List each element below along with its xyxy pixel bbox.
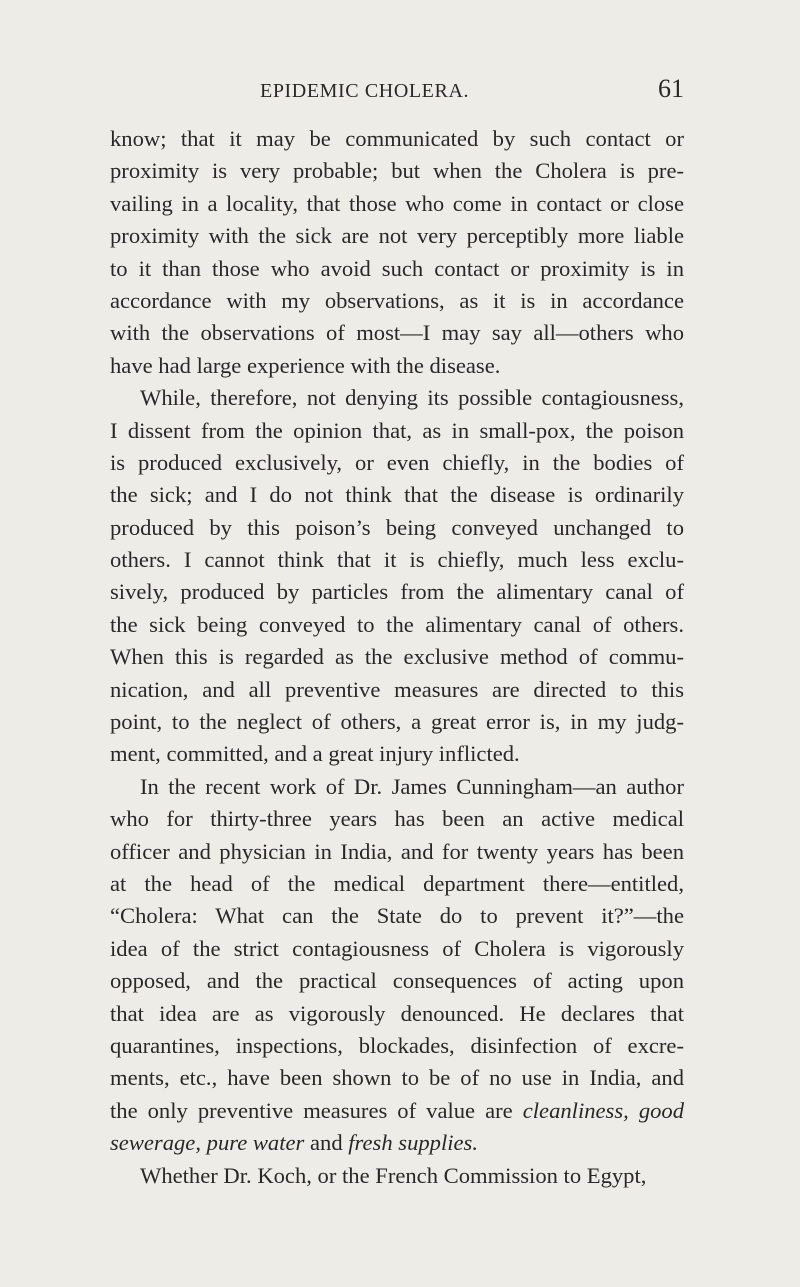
text-line: nication, and all preventive measures are directed to this bbox=[110, 676, 684, 702]
page-number: 61 bbox=[658, 74, 684, 103]
italic-fresh-supplies: fresh supplies. bbox=[348, 1130, 478, 1156]
text-line: that idea are as vigorously denounced. He declares that bbox=[110, 1000, 684, 1026]
text-line: quarantines, inspections, blockades, disinfection of excre- bbox=[110, 1032, 684, 1058]
text-line: the sick being conveyed to the alimentary canal of others. bbox=[110, 611, 684, 637]
text-line: When this is regarded as the exclusive method of commu- bbox=[110, 644, 684, 670]
text-line: who for thirty-three years has been an active medical bbox=[110, 806, 684, 832]
text-line: “Cholera: What can the State do to prevent it?”—the bbox=[110, 903, 684, 929]
line-text: and bbox=[310, 1130, 343, 1156]
italic-good: good bbox=[638, 1097, 684, 1123]
text-line: the sick; and I do not think that the disease is ordinarily bbox=[110, 482, 684, 508]
italic-cleanliness: cleanliness, bbox=[522, 1097, 629, 1123]
text-line: produced by this poison’s being conveyed unchanged to bbox=[110, 514, 684, 540]
text-line: proximity is very probable; but when the Cholera is pre- bbox=[110, 158, 684, 184]
text-line: at the head of the medical department there—entitled, bbox=[110, 870, 684, 896]
text-line: ments, etc., have been shown to be of no use in India, and bbox=[110, 1065, 684, 1091]
text-line: idea of the strict contagiousness of Cholera is vigorously bbox=[110, 935, 684, 961]
text-line: ment, committed, and a great injury inflicted. bbox=[110, 741, 520, 767]
body-text bbox=[110, 123, 684, 1192]
text-line: While, therefore, not denying its possible contagiousness, bbox=[140, 385, 684, 411]
text-line: vailing in a locality, that those who come in contact or close bbox=[110, 190, 684, 216]
text-line: accordance with my observations, as it is in accordance bbox=[110, 287, 684, 313]
text-line: sively, produced by particles from the alimentary canal of bbox=[110, 579, 684, 605]
text-line: I dissent from the opinion that, as in small-pox, the poison bbox=[110, 417, 684, 443]
text-line: to it than those who avoid such contact or proximity is in bbox=[110, 255, 684, 281]
text-line: others. I cannot think that it is chiefly, much less exclu- bbox=[110, 547, 684, 573]
italic-sewerage: sewerage, bbox=[110, 1130, 201, 1156]
text-line: with the observations of most—I may say all—others who bbox=[110, 320, 684, 346]
text-line: Whether Dr. Koch, or the French Commission to Egypt, bbox=[140, 1162, 647, 1188]
text-line: have had large experience with the disease. bbox=[110, 352, 501, 378]
running-title: EPIDEMIC CHOLERA. bbox=[260, 80, 470, 102]
text-line: know; that it may be communicated by such contact or bbox=[110, 126, 684, 151]
text-line-mixed bbox=[110, 1095, 684, 1127]
text-line: proximity with the sick are not very perceptibly more liable bbox=[110, 223, 684, 249]
text-line: point, to the neglect of others, a great error is, in my judg- bbox=[110, 709, 684, 735]
italic-pure-water: pure water bbox=[206, 1130, 305, 1156]
line-text: the only preventive measures of value are bbox=[110, 1097, 513, 1123]
text-line: In the recent work of Dr. James Cunningham—an author bbox=[140, 773, 684, 799]
text-line: is produced exclusively, or even chiefly, in the bodies of bbox=[110, 449, 684, 475]
running-head bbox=[110, 74, 684, 108]
text-line-mixed bbox=[110, 1127, 684, 1159]
text-line: officer and physician in India, and for twenty years has been bbox=[110, 838, 684, 864]
text-line: opposed, and the practical consequences of acting upon bbox=[110, 968, 684, 994]
